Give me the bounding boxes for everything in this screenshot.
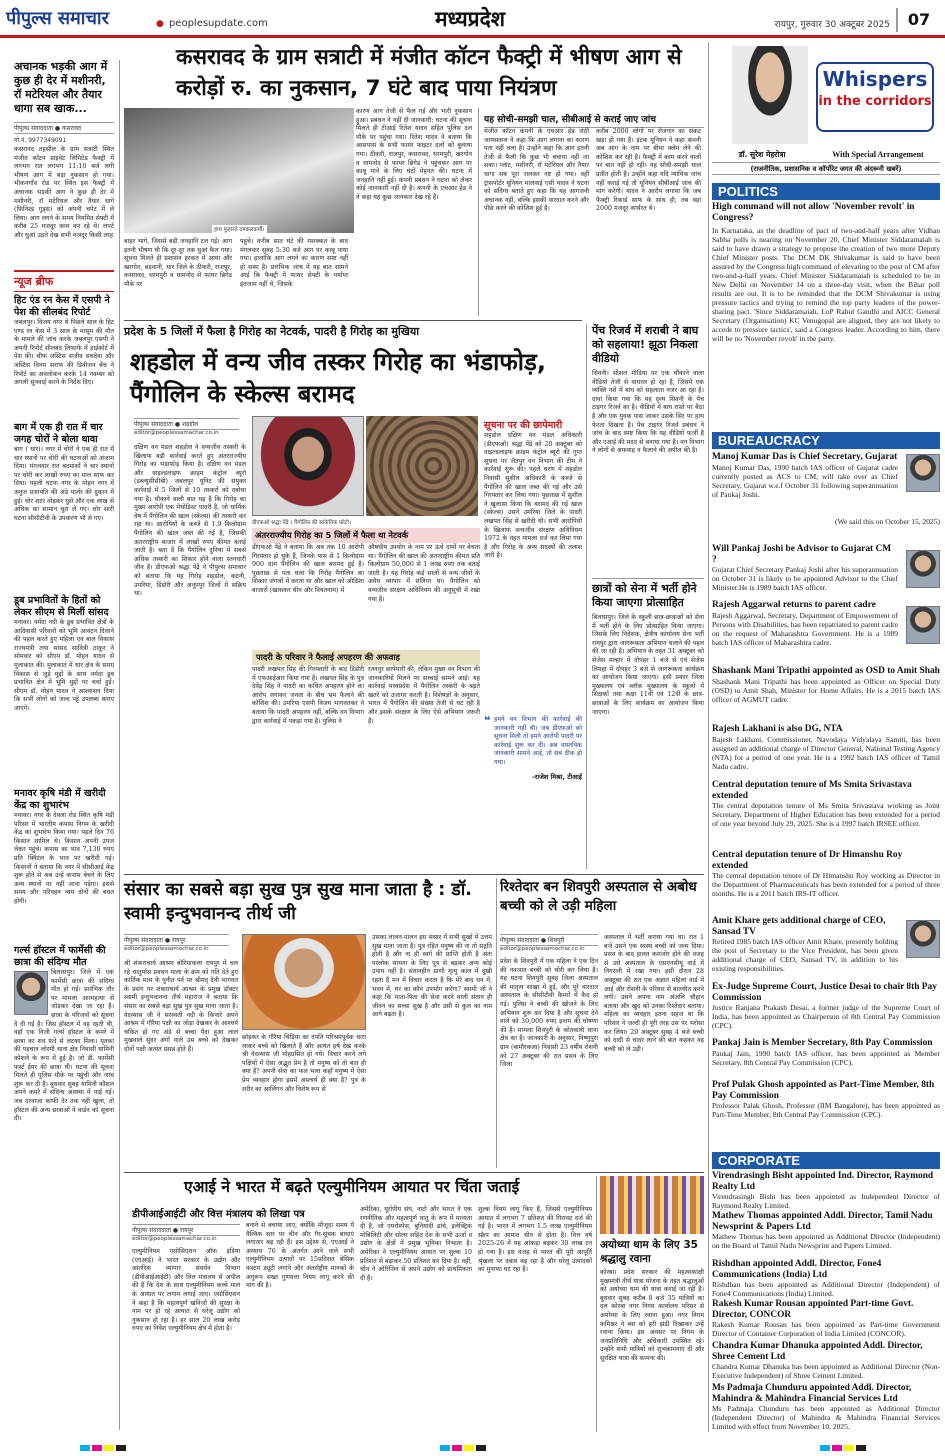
corporate-items <box>712 1171 940 1433</box>
ayodhya-story <box>600 1176 704 1434</box>
aluminium-col4: शुल्क नियम लागू किए हैं, जिससे एल्युमीनियम आयात में लगभग 7 प्रतिशत की गिरावट दर्ज की गई है। भारत में लगभग 1.5 लाख एल्युमीनियम स्क्रैप का आयात चीन से होता है। वित्त वर्ष 2025-26 में यह आंकड़ा बढ़कर 30 लाख टन हो गया है। इस वजह से भारत की पूरी आपूर्ति श्रृंखला पर दबाव बढ़ रहा है और घरेलू उत्पादकों का मुनाफा घट रहा है। <box>478 1206 592 1274</box>
aluminium-headline: एआई ने भारत में बढ़ते एल्युमीनियम आयात पर चिंता जताई <box>184 1178 520 1196</box>
politics-bar: POLITICS <box>712 183 940 200</box>
army-story <box>592 582 704 872</box>
bureaucracy-item <box>712 850 940 916</box>
item-headline: Prof Pulak Ghosh appointed as Part-Time Member, 8th Pay Commission <box>712 1080 935 1101</box>
cbi-col2: करीब 2000 लोगों पर रोजगार का संकट खड़ा हो गया है। इंटक यूनियन ने कहा कंपनी अब आग के नाम पर बीमा क्लेम लेने की कोशिश कर रही है। फैक्ट्री में काम करने वालों पर बात नहीं हो रही। यह सोची-समझी चाल प्रतीत होती है। उन्होंने कहा यदि न्यायिक जांच नहीं कराई गई तो यूनियन सीबीआई जांच की मांग करेगी। यादव ने आरोप लगाया कि जब फैक्ट्री रिकार्ड साफ के साथ ही, तब वहां 2000 मजदूर कार्यरत थे। <box>596 128 701 213</box>
shahdol-story <box>124 324 582 874</box>
swami-photo <box>242 934 366 1030</box>
item-headline: Pankaj Jain is Member Secretary, 8th Pay Commission <box>712 1038 933 1048</box>
item-headline: Rajesh Lakhani is also DG, NTA <box>712 724 843 734</box>
shivpuri-headline: रिश्तेदार बन शिवपुरी अस्पताल से अबोध बच्ची को ले उड़ी महिला <box>500 879 697 914</box>
whispers-title: Whispers <box>822 67 928 91</box>
item-text: Chandra Kumar Dhanuka has been appointed as Additional Director (Non-Executive Independent) of Shree Cement Limited. <box>712 1362 940 1380</box>
item-text: Rishdhan has been appointed as Additional Director (Independent) of Fone4 Communications (India) Limited. <box>712 1280 940 1298</box>
column-divider <box>596 1176 597 1432</box>
globe-icon: ● <box>156 19 164 29</box>
brief-text: जबलपुर। विजय नगर थे पिछले साल के हिट एण्ड रन केस में 3 साल के मासूम की मौत के मामले की जांच करके जबलपुर एसपी ने अपनी रिपोर्ट सीलबंद लिफाफे में हाईकोर्ट में पेश की। चीफ जस्टिस संजीव सचदेवा और जस्टिस विनय सराफ की डिवीजन बेंच ने रिपोर्ट का अवलोकन करके 14 नवम्बर को अगली सुनवाई करने के निर्देश दिए। <box>14 319 114 387</box>
item-headline: Ex-Judge Supreme Court, Justice Desai to chair 8th Pay Commission <box>712 982 937 1003</box>
aluminium-story <box>124 1176 594 1434</box>
item-text: Retired 1985 batch IAS officer Amit Khare, presently holding the post of Secretary to the Vice President, has been given additional charge of CEO, Sansad TV, in addition to his existing responsibilities. <box>712 937 898 973</box>
item-text: Pankaj Jain, 1990 batch IAS officer, has been appointed as Member Secretary, 8th Central Pay Commission (CPC). <box>712 1048 940 1067</box>
portrait-photo <box>906 550 940 588</box>
corporate-item <box>712 1341 940 1383</box>
lead-headline: अचानक भड़की आग में कुछ ही देर में मशीनरी, रॉ मटेरियल और तैयार धागा सब खाक... <box>14 60 108 115</box>
swami-headline: संसार का सबसे बड़ा सुख पुत्र सुख माना जाता है : डॉ. स्वामी इन्दुभवानन्द तीर्थ जी <box>124 880 472 924</box>
item-text: Rajesh Lakhani, Commissioner, Navodaya Vidyalaya Samiti, has been assigned an additional charge of Director General, National Testing Agency (NTA) for a period of one year. He is a 1992 batch IAS officer of Tamil Nadu cadre. <box>712 734 940 771</box>
news-brief-label: न्यूज ब्रीफ <box>14 270 114 292</box>
masthead <box>0 0 945 38</box>
newspaper-logo <box>6 4 156 34</box>
shahdol-email: editor@peoplessamachar.co.in <box>134 430 219 436</box>
brief-item <box>14 295 114 419</box>
item-text: The central deputation tenure of Ms Smita Srivastava working as Joint Secretary, Department of Higher Education has been extended for a period of one year beyond July 29, 2025. She is a 1997 batch IRSEE officer. <box>712 801 940 828</box>
bureaucracy-items <box>712 452 940 1122</box>
fire-photo <box>124 108 354 233</box>
bureaucracy-item <box>712 600 940 666</box>
portrait-photo <box>906 454 940 492</box>
cbi-subhead: यह सोची-समझी चाल, सीबीआई से कराई जाए जांच <box>484 112 704 128</box>
bureaucracy-item <box>712 724 940 780</box>
bureaucracy-item <box>712 544 940 600</box>
priest-col1: पादरी लखपत सिंह की गिरफ्तारी के बाद डिंडोरी में एफआईआर किया गया है। लखपत सिंह के पुत्र देवेंद्र सिंह ने पादरी का कथित अपहरण होने का आरोप लगाकर जनता के बीच भ्रम फैलाने की कोशिश की। उमरिया एसपी विजय भागवतकर ने बताया कि पादरी अपहरण नहीं, बल्कि वन विभाग द्वारा कार्रवाई में पकड़ा गया है। पुलिस ने <box>252 666 364 725</box>
brief-item <box>14 595 114 785</box>
section-divider <box>124 874 704 875</box>
student-photo <box>14 971 48 1015</box>
logo-text: पीपुल्स समाचार <box>6 8 109 29</box>
aluminium-col3: अमेरिका, यूरोपीय संघ, नाटो और भारत ने एक रणनीतिक और महत्वपूर्ण धातु के रूप में मान्यता दी है, जो एयरोस्पेस, बुनियादी ढांचे, इलेक्ट्रिक मोबिलिटी और सोलर सहित देश के सभी ऊर्जा व उद्योग के क्षेत्रों में प्रमुख भूमिका निभाता है। अमेरिका ने एल्युमीनियम आयात पर शुल्क 10 प्रतिशत से बढ़ाकर 50 प्रतिशत कर दिया है। वहीं, चीन ने ओरिजिन से अपने उद्योग को प्राथमिकता दी है। <box>360 1206 472 1282</box>
page-number: 07 <box>896 8 940 32</box>
corporate-item <box>712 1171 940 1211</box>
portrait-photo <box>906 606 940 644</box>
print-registration-bar <box>0 1437 945 1445</box>
shahdol-col1: दक्षिण वन मंडल शहडोल ने वन्यजीव तस्करी के खिलाफ बड़ी कार्रवाई करते हुए अंतरराज्यीय गिरोह का भंडाफोड़ किया है। दक्षिण वन मंडल और वाइल्डलाइफ क्राइम कंट्रोल ब्यूरो (डब्ल्यूसीसीबी) जबलपुर यूनिट की संयुक्त कार्रवाई में 5 जिलों से 10 तस्करों को दबोचा गया है। चौकाने वाली बात यह है कि गिरोह का मुख्य आरोपी एक मेथोडिस्ट पादरी है, जो धार्मिक वेष में पैंगोलिन की खाल (स्केल्स) की तस्करी कर रहा था। आरोपियों के कब्जे से 1.9 किलोग्राम पैंगोलिन की खाल जब्त की गई है, जिसकी अंतरराष्ट्रीय बाजार में लाखों रुपए कीमत बताई जाती है। बता दें कि पैंगोलिन दुनिया में सबसे अधिक तस्करी का शिकार होने वाला स्तनधारी जीव है। डीएफओ श्रद्धा पेंद्रे ने पीपुल्स समाचार को बताया कि यह गिरोह शहडोल, कटनी, उमरिया, डिंडोरी और अनूपपुर जिलों में सक्रिय था। <box>134 444 246 598</box>
bureaucracy-item <box>712 1080 940 1124</box>
bureaucracy-item <box>712 780 940 850</box>
item-headline: Will Pankaj Joshi be Advisor to Gujarat CM ? <box>712 544 892 565</box>
section-divider <box>124 1172 704 1173</box>
quote-icon: ❝ <box>484 714 491 727</box>
item-text: Virendrasingh Bisht has been appointed as Independent Director of Raymond Realty Limited. <box>712 1192 940 1210</box>
cbi-col1: मंजीत कॉटन कंपनी के एचआर हेड जेठी जायसवाल ने कहा कि आग लगाना का कारण पता नहीं चला है। उन्होंने कहा कि आग इतनी तेजी से फैली कि कुछ भी बचाया नहीं जा सका। प्लांट, मशीनरी, रॉ मटेरियल और तैयार धागा सब पूरा जलकर नष्ट हो गया। वहीं ट्रांसपोर्टर यूनियन मालवाई एसी यादव ने घटना को संदिग्ध बताते हुए कहा कि यह आगजनी अचानक नहीं, बल्कि इसकी वारदात करने और पीछे करने की कोशिश हुई है। <box>484 128 589 213</box>
ti-quote: हमने वन विभाग की कार्रवाई की जानकारी नहीं थी। जब डीएफओ को सूचना मिली तो हमने आरोपी पादरी पर कार्रवाई शुरू कर दी। अब वास्तविक जानकारी सामने आई, तो सब ठीक हो गया। <box>494 716 582 766</box>
priest-col2: रतनपुर छापेमारी की, लेकिन मुख्य वन विभाग की जानकारियों मिलने पर सच्चाई सामने आई। यह कार्रवाई मध्यप्रदेश में पैंगोलिन तस्करी के बढ़ते खतरे को उजागर करती है। विशेषज्ञों के अनुसार, भारत में पैंगोलिन की संख्या तेजी से घट रही है और इसके संरक्षण के लिए ऐसे अभियान जरूरी हैं। <box>368 666 480 725</box>
kasravad-col2: पहुंचे। करीब सात घंटे की मशक्कत के बाद मंगलवार सुबह 5:30 बजे आग पर काबू पाया गया। हालांकि आग लगने का कारण स्पष्ट नहीं हो सका है। प्रारंभिक जांच में यह बात सामने आई कि फैक्ट्री में फायर सेफ्टी के पर्याप्त इंतजाम नहीं थे, जिसके <box>240 238 348 288</box>
special-arrangement: With Special Arrangement <box>832 150 924 159</box>
whispers-subtitle: in the corridors <box>818 94 932 109</box>
shivpuri-col2: अस्पताल में भर्ती कराया गया था। रात 1 बजे उसने एक स्वस्थ बच्ची को जन्म दिया। प्रसव के बाद हालत कमजोर होने की वजह से उसे अस्पताल के एसएनसीयू वार्ड में निगरानी में रखा गया। इसी दौरान 28 अक्टूबर की रात एक अज्ञात महिला वार्ड में आई और रोशनी के परिवार से बातचीत करने लगी। उसने अपना नाम अंजलि चौहान बताया और खुद को उनका रिश्तेदार बताया। महिला का व्यवहार इतना सहज था कि परिवार ने जल्दी ही पूरी तरह उस पर भरोसा कर लिया। 29 अक्टूबर सुबह 4 बजे बच्ची को दादी से चादर लाने की बात कहकर वह बच्ची को ले उड़ी। <box>604 934 704 1053</box>
aluminium-col1: एल्युमीनियम एसोसिएशन ऑफ इंडिया (एएआई) ने भारत सरकार के उद्योग और आंतरिक व्यापार संवर्धन विभाग (डीपीआईआईटी) और वित्त मंत्रालय से अपील की है कि देश के साथ एल्युमीनियम कच्चे माल के आयात पर लगाम लगाई जाए। एसोसिएशन ने कहा है कि महत्वपूर्ण खनिजों की सुरक्षा के नाम पर हो रहे आयात से घरेलू उद्योग को नुकसान हो रहा है। हर साल 20 लाख करोड़ रुपए का निवेश एल्युमीनियम क्षेत्र में होता है। <box>132 1248 240 1333</box>
columnist-name: डॉ. सुरेश मेहरोत्रा <box>738 150 786 159</box>
shivpuri-email: editor@peoplessamachar.co.in <box>500 946 585 952</box>
shahdol-photo-caption: डीएफओ श्रद्धा पेंद्रे । पैंगोलिन की सांकेतिक फोटो। <box>252 520 351 526</box>
item-headline: Amit Khare gets additional charge of CEO, Sansad TV <box>712 916 886 937</box>
column-divider <box>708 42 709 1432</box>
portrait-photo <box>906 920 940 958</box>
brief-text: मनावर। नर्मदा नदी के डूब प्रभावित क्षेत्रों के आदिवासी परिवारों को भूमि आवंटन दिलाने की पहल करते हुए महिला एवं बाल विकास राज्यमंत्री तथा सांसद सावित्री ठाकुर ने सोमवार को सीएम डॉ. मोहन यादव से मुलाकात की। मुलाकात में धार क्षेत्र के समग्र विकास से जुड़े मुद्दों के साथ नर्मदा डूब प्रभावित क्षेत्र में भूमि मुद्दों पर चर्चा हुई। सीएम डॉ. मोहन यादव ने आश्वासन दिया कि सभी लोगों को जल्द पट्टे उपलब्ध कराए जाएंगे। <box>14 619 114 712</box>
corporate-item <box>712 1383 940 1433</box>
pench-story <box>592 324 704 574</box>
swami-col3: उसका लालन-पालन इस संसार में सभी सुखों में उत्तम सुख माना जाता है। पुत्र रहित मनुष्य की ना तो सद्गति होती है और ना ही स्वर्ग की प्राप्ति होती है अतः परलोक साधना के लिए पुत्र से बढ़कर अन्य कोई उपाय नहीं है। संतानहीन प्राणी मृत्यु काल में दुखी रहता है मन में विचार करता है कि मेरे बाद धन में, भवन में, घर का कौन उपभोग करेगा? स्वामी जी ने कहा कि माता-पिता की सेवा करने वाली संतान ही जीवन का सच्चा सुख है और उसी से कुल का नाम आगे बढ़ता है। <box>372 934 492 1019</box>
left-column <box>14 60 114 1430</box>
network-col2: औषधीय उपयोग के नाम पर ऊंचे दामों पर बेचता था। पैंगोलिन की खाल की अंतरराष्ट्रीय कीमत प्रति किलोग्राम 50,000 से 1 लाख रुपए तक बताई जाती है। यह गिरोह कई सालों से वन्य जीवों के अवैध व्यापार में संलिप्त था। पैंगोलिन को वन्यजीव संरक्षण अधिनियम की अनुसूची में रखा गया है। <box>368 544 480 603</box>
item-text: Rajesh Aggarwal, Secretary, Department of Empowerment of Persons with Disabilities, has been repatriated to parent cadre on the request of Maharashtra Government. He is a 1989 batch IAS officer of Maharashtra cadre. <box>712 610 898 647</box>
pilgrims-photo <box>600 1176 704 1234</box>
brief-text: बिलासपुर। जिले में एक फार्मेसी छात्रा की संदिग्ध मौत हो गई। प्रारंभिक तौर पर मामला आत्महत्या से जोड़कर देखा जा रहा है। छात्रा के परिजनों को सूचना दे दी गई है। जिस हॉस्टल में वह रहती थी, वहाँ एक निजी गर्ल्स हॉस्टल के कमरे में छात्रा का शव फंदे से लटका मिला। मृतका की पहचान लोरमी थाना क्षेत्र निवासी यामिनी कोशले के रूप में हुई है। जो डी. फार्मेसी फर्स्ट ईयर की छात्रा थी। घटना की सूचना मिलते ही पुलिस मौके पर पहुंची और जांच शुरू कर दी है। बुधवार सुबह यामिनी कौशल अपने कमरे में संदिग्ध अवस्था में पाई गई। जब दरवाजा काफी देर तक नहीं खुला, तो हॉस्टल की अन्य छात्राओं ने वार्डन को सूचना दी। <box>14 969 114 1123</box>
bureaucracy-item <box>712 916 940 982</box>
raid-subhead: सूचना पर की छापेमारी <box>484 420 563 431</box>
swami-story <box>124 878 492 1168</box>
column-divider <box>119 60 120 1430</box>
politics-headline: High command will not allow 'November revolt' in Congress? <box>712 202 915 223</box>
network-col1: डीएफओ पेंद्रे ने बताया कि अब तक 10 आरोपी गिरफ्तार हो चुके हैं, जिनके पास से 1 किलोग्राम 900 ग्राम पैंगोलिन की खाल बरामद हुई है। पूछताछ से पता चला कि गिरोह पैंगोलिन का शिकार जंगलों में करता था और खाल को ओडिशा बाजारों (खासकर चीन और वियतनाम) में <box>252 544 364 594</box>
dfo-photo <box>252 416 364 516</box>
item-headline: Shashank Mani Tripathi appointed as OSD to Amit Shah <box>712 666 940 676</box>
brief-headline: मनावर कृषि मंडी में खरीदी केंद्र का शुभारंभ <box>14 788 106 811</box>
item-headline: Mathew Thomas appointed Addl. Director, Tamil Nadu Newsprint & Papers Ltd <box>712 1211 933 1232</box>
column-divider <box>496 878 497 1168</box>
shahdol-headline: शहडोल में वन्य जीव तस्कर गिरोह का भंडाफोड़, पैंगोलिन के स्केल्स बरामद <box>130 348 546 408</box>
corporate-bar: CORPORATE <box>712 1152 940 1169</box>
color-registration-marks <box>0 1444 945 1452</box>
bureaucracy-bar: BUREAUCRACY <box>712 432 940 449</box>
corporate-item <box>712 1211 940 1259</box>
network-box-head: अंतरराज्यीय गिरोह का 5 जिलों में फैला था नेटवर्क <box>252 528 480 543</box>
shahdol-byline: पीपुल्स संवाददाता ● शहडोल <box>134 418 239 430</box>
army-text: बिलासपुर। जिले के स्कूली छात्र-छात्राओं को सेना में भर्ती होने के लिए प्रोत्साहित किया जाएगा। जिसके लिए निदेशक, क्षेत्रीय कार्यालय सेना भर्ती रायपुर द्वारा जागरूकता अभियान चलाने की पहल की जा रही है। अभियान के तहत 31 अक्टूबर को सेजेस मल्हार में दोपहर 1 बजे से एवं सेजेस लिमहा में दोपहर 3 बजे से जागरूकता कार्यक्रम का आयोजन किया जाएगा। इसी प्रकार जिला मुख्यालय एवं ब्लॉक मुख्यालय के स्कूलों में शिक्षकों तथा कक्षा 11वीं एवं 12वीं के छात्र-छात्राओं के लिए कार्यक्रम का आयोजन किया जाएगा। <box>592 614 704 716</box>
swami-byline: पीपुल्स संवाददाता ● रायपुर <box>124 934 229 946</box>
ti-quote-author: -राजेश मिश्रा, टीआई <box>532 773 582 781</box>
item-text: Ms Padmaja Chunduru has been appointed as Additional Director (Independent Director) of Mahindra & Mahindra Financial Services Limited with effect from November 10, 2025. <box>712 1404 940 1431</box>
politics-text: In Karnataka, as the deadline of pact of two-and-half years after Vidhan Sabha polls is nearing on November 20, Chief Minister Siddaramaiah is said to have drawn a strategy to propose the creation of two more Deputy Chief Minister posts. The DCM DK Shivakumar is said to have been assured by the Congress high command of elevating to the post of CM after two-and-a-half years. Chief Minister Siddaramaiah is scheduled to be in New Delhi on November 14 on a three-day visit, when the Bihar poll results are out. It is to be reminded that the DCM Shivakumar is using pressure tactics and trying to remind the top party leaders of the power-sharing pact. 'Since Siddaramaiah, LoP Rahul Gandhi and AICC General Secretary (Organisation) KC Venugopal are aligned, they are not likely to accede to pressure tactics', said a Congress leader. According to him, there will be no 'November revolt' in the party. <box>712 226 940 343</box>
lead-text: कसरावद तहसील के ग्राम सत्राटी स्थित मंजीत कॉटन प्राइवेट लिमिटेड फैक्ट्री में लगभग रात लगभग 11:10 बजे लगी भीषण आग में बड़ा नुकसान हो गया। भीकनगाँव रोड पर स्थित इस फैक्ट्री में अचानक भड़की आग ने कुछ ही देर में मशीनरी, रॉ मटेरियल और तैयार धागे (फिनिश्ड गुड्स) को अपनी चपेट में ले लिया। आग लगने के समय नियमित सेफ्टी में करीब 25 मजदूर काम कर रहे थे। लपटें और धुआं उठते देख सभी मजदूर किसी तरह <box>14 146 114 239</box>
website-url[interactable] <box>156 11 306 27</box>
column-divider <box>586 324 587 869</box>
kasravad-headline: कसरावद के ग्राम सत्राटी में मंजीत कॉटन फैक्ट्री में भीषण आग से करोड़ों रु. का नुकसान, 7 घंटे बाद पाया नियंत्रण <box>176 45 682 101</box>
lead-byline: पीपुल्स संवाददाता ● कसरावद <box>14 122 114 134</box>
raid-text: शहडोल दक्षिण वन मंडल अधिकारी (डीएफओ) श्रद्धा पेंद्रे को 20 अक्टूबर को वाइल्डलाइफ क्राइम कंट्रोल ब्यूरो की गुप्त सूचना पर जैतपुर वन विभाग की टीम ने कार्रवाई शुरू की। पहले चरण में शहडोल निवासी सुशील अधिकारी के कब्जे से पैंगोलिन की खाल जब्त की गई और उसे गिरफ्तार कर लिया गया। पूछताछ में सुशील ने खुलासा किया कि बरामद की गई खाल (स्केल्स) उसने उमरिया जिले के पादरी लखपत सिंह से खरीदी थी। सभी आरोपियों के खिलाफ वन्यजीव संरक्षण अधिनियम 1972 के तहत मामला दर्ज कर लिया गया है और गिरोह के अन्य सदस्यों की तलाश जारी है। <box>484 432 582 560</box>
brief-item <box>14 422 114 592</box>
swami-email: editor@peoplessamachar.co.in <box>124 946 209 952</box>
item-headline: Virendrasingh Bisht appointed Ind. Director, Raymond Realty Ltd <box>712 1171 934 1192</box>
bureaucracy-item <box>712 982 940 1038</box>
item-headline: Rakesh Kumar Rousan appointed Part-time Govt. Director, CONCOR <box>712 1299 914 1320</box>
item-headline: Chandra Kumar Dhanuka appointed Addl. Director, Shree Cement Ltd <box>712 1341 923 1362</box>
columnist-photo <box>732 46 808 144</box>
brief-headline: डूब प्रभावितों के हितों को लेकर सीएम से मिलीं सांसद <box>14 595 109 618</box>
section-title: मध्यप्रदेश <box>434 7 505 31</box>
section-divider <box>124 320 582 321</box>
item-headline: Manoj Kumar Das is Chief Secretary, Gujarat <box>712 452 898 462</box>
shivpuri-col1: प्रदेश के शिवपुरी में एक महिला ने एक दिन की नवजात बच्ची को चोरी कर लिया है। यह घटना शिवपुरी सुबह जिला अस्पताल की मातृत्व शाखा में हुई, और पूरे वारदात अस्पताल के सीसीटीवी कैमरों में कैद हो गई। पुलिस ने बच्ची की खोजने के लिए अभियान शुरू कर दिया है और सूचना देने वाले को 30,000 रुपए इनाम की घोषणा की है। मामला शिवपुरी के कोतवाली थाना क्षेत्र का है। जानकारी के अनुसार, विष्णुपुरा ग्राम (बामौरकला) निवासी 23 वर्षीय रोशनी को 27 अक्टूबर की रात प्रसव के लिए जिला <box>500 958 598 1069</box>
item-headline: Central deputation tenure of Dr Himanshu Roy extended <box>712 850 903 871</box>
pench-headline: पेंच रिजर्व में शराबी ने बाघ को सहलाया! झूठा निकला वीडियो <box>592 324 699 365</box>
kasravad-col1: बाहर भागे, जिससे बड़ी जनहानि टल गई। आग इतनी भीषण थी कि दूर-दूर तक धुआं फैल गया। सूचना मिलते ही प्रशासन हरकत में आया और खरगोन, बड़वानी, धार जिले के ठीकरी, राजपुर, कसरावद, धरमपुरी व धामनोद से फायर ब्रिगेड मौके पर <box>124 238 232 288</box>
corporate-item <box>712 1259 940 1299</box>
shivpuri-byline: पीपुल्स संवाददाता ● शिवपुरी <box>500 934 598 946</box>
shahdol-kicker: प्रदेश के 5 जिलों में फैला है गिरोह का नेटवर्क, पादरी है गिरोह का मुखिया <box>124 325 420 338</box>
lead-mobile: मो.नं. 9977349091 <box>14 137 67 144</box>
item-headline: Rajesh Aggarwal returns to parent cadre <box>712 600 876 610</box>
column-divider <box>478 108 479 316</box>
kasravad-story <box>124 42 704 317</box>
bureaucracy-item <box>712 1038 940 1080</box>
pench-text: सिवनी। सोशल मीडिया पर एक चौंकाने वाला वीडियो तेजी से वायरल हो रहा है, जिसमें एक व्यक्ति नशे में बाघ को सहलाता नजर आ रहा है। दावा किया गया कि यह दृश्य सिवनी के पेंच टाइगर रिजर्व का है। वीडियो में बाघ रास्ते पर बैठा है और एक युवक पास जाकर उसके सिर पर हाथ फेरता दिखता है। पेंच टाइगर रिजर्व प्रबंधन ने जांच के बाद स्पष्ट किया कि यह वीडियो फर्जी है और एआई की मदद से बनाया गया है। वन विभाग ने लोगों से अफवाह न फैलाने की अपील की है। <box>592 370 704 455</box>
item-text: Gujarat Chief Secretary Pankaj Joshi after his superannuation on October 31 is likely to be appointed Advisor to the Chief Minister.He is 1989 batch IAS officer. <box>712 565 898 592</box>
aluminium-byline: पीपुल्स संवाददाता ● रायपुर <box>132 1224 240 1236</box>
brief-item <box>14 945 114 1145</box>
shivpuri-story <box>500 878 704 1168</box>
item-note: (We said this on October 15, 2025) <box>835 516 940 526</box>
fire-photo-caption: हाथ फुहारते दमकलकर्मी। <box>214 227 265 233</box>
item-text: Professor Palak Ghosh, Professor (IIM Bangalore), has been appointed as Part-Time Member, 8th Central Pay Commission (CPC). <box>712 1101 940 1119</box>
brief-headline: गर्ल्स हॉस्टल में फार्मेसी की छात्रा की संदिग्ध मौत <box>14 945 106 968</box>
aluminium-email: editor@peoplessamachar.co.in <box>132 1236 217 1242</box>
section-divider <box>592 578 704 579</box>
brief-headline: हिट एंड रन केस में एसपी ने पेश की सीलबंद रिपोर्ट <box>14 295 110 318</box>
brief-headline: बाग में एक ही रात में चार जगह चोरों ने बोला धावा <box>14 422 103 445</box>
swami-col1: श्री शंकराचार्य आश्रम बोरियाकला रायपुर में चल रहे चातुर्मास प्रवचन माला के क्रम को गति देते हुए कार्तिक मास के पुनीत पर्व पर श्रीमद् देवी भागवत के प्रसंग पर शंकराचार्य आश्रम के प्रमुख डॉक्टर स्वामी इन्दुभवानन्द तीर्थ महाराज ने बताया कि संसार का सबसे बड़ा सुख पुत्र सुख माना जाता है। वेदव्यास जी ने सरस्वती नदी के किनारे अपने आश्रम में गौरैया पक्षी का जोड़ा देखकर के आश्चर्य चकित हो गए अंडे से बच्चा पैदा हुआ लाल मुखवाले सुंदर अंगों वाले उस बच्चे को देखकर दोनों पक्षी अत्यंत प्रसन्न होते हैं। <box>124 960 238 1053</box>
dateline: रायपुर, गुरुवार 30 अक्टूबर 2025 <box>774 20 890 30</box>
ayodhya-headline: अयोध्या धाम के लिए 35 श्रद्धालु रवाना <box>600 1239 698 1265</box>
whispers-tagline: (राजनीतिक, प्रशासनिक व कॉर्पोरेट जगत की अंदरूनी खबरें) <box>712 162 940 175</box>
item-headline: Central deputation tenure of Ms Smita Srivastava extended <box>712 780 912 801</box>
whispers-column <box>712 40 940 1435</box>
aluminium-col2: बनाने से बचाया जाए, क्योंकि मौजूदा समय में वैश्विक स्तर पर चीन और गैर-सूचक बाधाएं लगातार बढ़ रही हैं। इस उद्देश्य से, एएआई ने अध्याय 76 के अंतर्गत आने वाले सभी एल्युमीनियम उत्पादों पर 15प्रतिशत बेसिक कस्टम ड्यूटी लगाने और अंतर्राष्ट्रीय मानकों के अनुरूप सख्त गुणवत्ता नियम लागू करने की मांग की है। <box>246 1222 354 1290</box>
item-text: The central deputation tenure of Dr Himanshu Roy working as Director in the Department of Pharmaceuticals has been extended for a period of three months. He is a 2011 batch IRS-IT officer. <box>712 871 940 898</box>
item-text: Rakesh Kumar Rousan has been appointed as Part-time Government Director of Container Corporation of India Limited (CONCOR). <box>712 1320 940 1338</box>
item-text: Mathew Thomas has been appointed as Additional Director (Independent) on the Board of Tamil Nadu Newsprint and Papers Limited. <box>712 1232 940 1250</box>
bureaucracy-item <box>712 452 940 544</box>
army-headline: छात्रों को सेना में भर्ती होने किया जाएगा प्रोत्साहित <box>592 582 697 609</box>
item-text: Justice Ranjana Prakash Desai, a former judge of the Supreme Court of India, has been appointed as Chairperson of 8th Central Pay Commission (CPC). <box>712 1003 940 1030</box>
whispers-logo <box>816 62 934 132</box>
item-headline: Rishdhan appointed Addl. Director, Fone4 Communications (India) Ltd <box>712 1259 882 1280</box>
ayodhya-text: कोरबा। प्रदेश सरकार की महत्वाकांक्षी मुख्यमंत्री तीर्थ यात्रा योजना के तहत श्रद्धालुओं को अयोध्या धाम की यात्रा कराई जा रही है। बुधवार सुबह करीब 8 बजे 35 यात्रियों का दल कोरबा नगर निगम कार्यालय परिसर से अयोध्या के लिए रवाना हुआ। नगर निगम कमिश्नर ने बस को हरी झंडी दिखाकर उन्हें रवाना किया। इस अवसर पर निगम के जनप्रतिनिधि और अधिकारी उपस्थित रहे। उन्होंने सभी यात्रियों को शुभकामनाएं दीं और सुरक्षित यात्रा की कामना की। <box>600 1269 704 1362</box>
aluminium-subhead: डीपीआईआईटी और वित्त मंत्रालय को लिखा पत्र <box>132 1209 305 1220</box>
item-headline: Ms Padmaja Chunduru appointed Addl. Director, Mahindra & Mahindra Financial Services Ltd <box>712 1383 912 1404</box>
url-text[interactable]: peoplesupdate.com <box>168 18 268 29</box>
priest-family-head: पादरी के परिवार ने फैलाई अपहरण की अफवाह <box>252 650 480 665</box>
brief-text: मनावर। नगर के देवला रोड स्थित कृषि मंडी परिसर में भारतीय कपास निगम के खरीदी केंद्र का शुभारंभ किया गया। पहले दिन 76 किसान शामिल थे। किसान अपनी उपज लेकर पहुंचे। कपास का भाव 7,130 रुपए प्रति क्विंटल के भाव पर खरीदी गई। किसानों ने बताया कि नगर में सीसीआई केंद्र शुरू होने से अब उन्हें कपास बेचने के लिए अन्य स्थानों पर नहीं जाना पड़ेगा। इससे समय और परिवहन व्यय दोनों की बचत होगी। <box>14 812 114 905</box>
corporate-item <box>712 1299 940 1341</box>
swami-col2: छोड़कर के गौरैया चिड़िया का दंपति परिश्रमपूर्वक चारा लाकर बच्चे को खिलाते हैं और अत्यंत हर्ष देख करके श्री वेदव्यास जी मोहग्रसित हो गये। विचार करने लगे पक्षियों में ऐसा अद्भुत प्रेम है तो मनुष्य को तो बात ही क्या है? अपनी सेवा का फल भला कहाँ मनुष्य में ऐसा प्रेम व्यवहार होगा इसमें आश्चर्य ही क्या है? पुत्र के शरीर का आलिंगन और विशेष रूप से <box>242 1034 366 1093</box>
item-text: Manoj Kumar Das, 1990 batch IAS officer of Gujarat cadre currently posted as ACS to CM, will take over as Chief Secretary, Gujarat w.e.f October 31 following superannuation of Pankaj Joshi. <box>712 462 898 499</box>
bureaucracy-item <box>712 666 940 724</box>
item-text: Shashank Mani Tripathi has been appointed as Officer on Special Duty (OSD) to Amit Shah, Minister for Home Affairs. He is a 2015 batch IAS officer of AGMUT cadre. <box>712 676 940 704</box>
brief-text: बाग ( धार)। नगर में चोरों ने एक ही रात में चार स्थानों पर चोरी की घटनाओं को अंजाम दिया। मंगलवार रात बदमाशों ने चार स्थानों पर चोरी कर लाखों रुपए का माल साफ कर दिया। पहली घटना नगर के मोहन नगर में अनुज प्रजापति की अंडे पार्लर की दुकान में हुई। चोर शटर तोड़कर घुसे और एक लाख से अधिक का सामान चुरा ले गए। चोर सारी घटना सीसीटीवी के उपकरण भी ले गए। <box>14 446 114 522</box>
kasravad-col3: कारण आग तेजी से फैल गई और भारी नुकसान हुआ। प्रबंधन ने नहीं दी जानकारी: घटना की सूचना मिलते ही टीआई रितेश यादव सहित पुलिस दल मौके पर पहुंचा गया। रितेश यादव ने बताया कि आसपास के सभी फायर फाइटर दलों को बुलाया गया। ठीकरी, राजपुर, कसरावद, धरमपुरी, खरगोन व धामनोद से फायर ब्रिगेड ने पहुंचकर आग पर काबू पाने के लिए घंटों मेहनत की। घटना में जनहानि नहीं हुई। कंपनी प्रबंधन ने घटना को लेकर कोई जानकारी नहीं दी है। कंपनी के एचआर हेड ने ने कहा यह कुछ जानकार देख रहे हैं। <box>356 108 472 201</box>
pangolin-photo <box>366 416 478 516</box>
brief-item <box>14 788 114 942</box>
